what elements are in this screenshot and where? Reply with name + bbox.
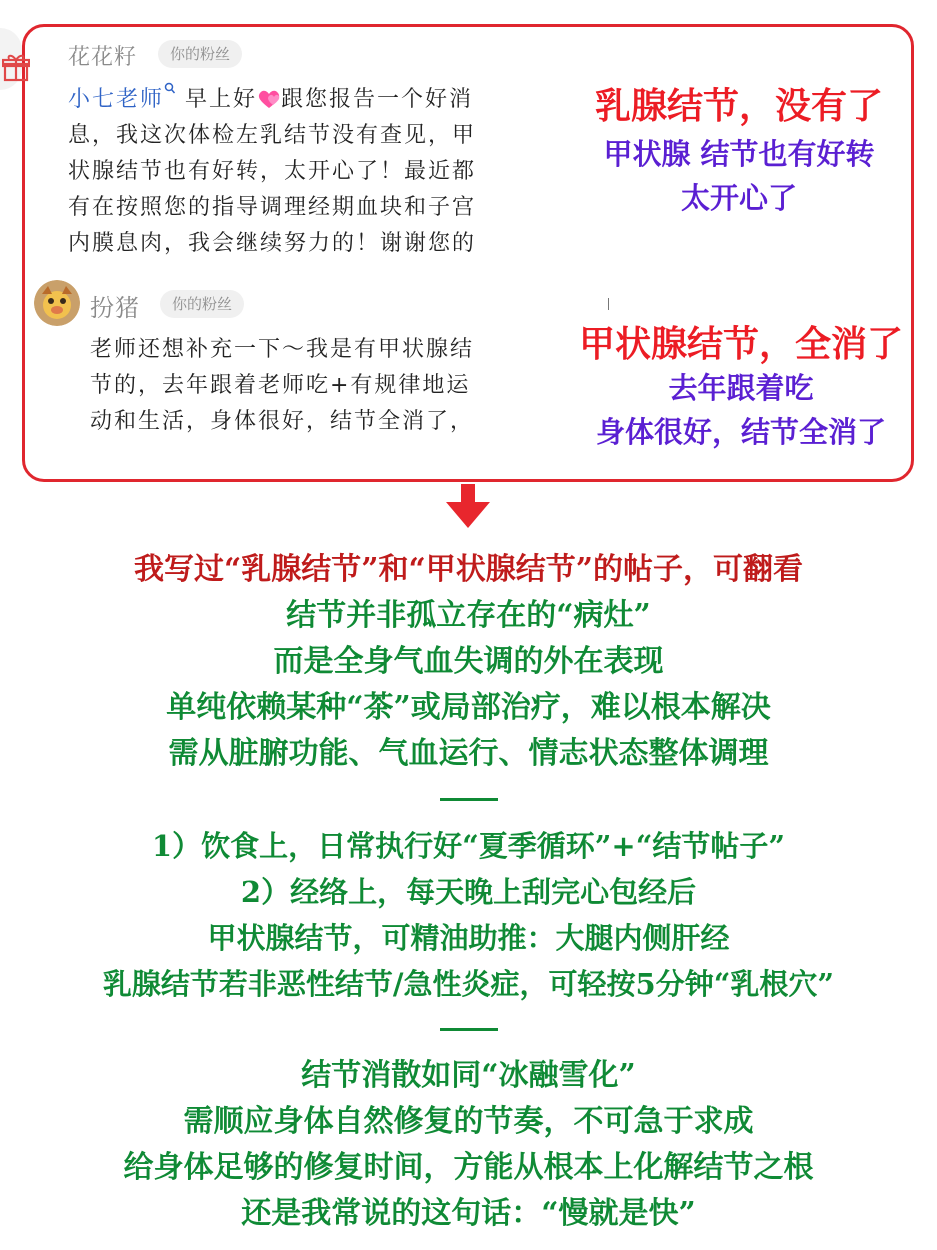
fan-badge: 你的粉丝 — [160, 290, 244, 318]
comment-line: 老师还想补充一下～我是有甲状腺结 — [90, 337, 475, 362]
comment-username[interactable]: 花花籽 — [68, 45, 138, 70]
comment-text-cont: 跟您报告一个好消 — [281, 87, 474, 112]
article-line: 单纯依赖某种“茶”或局部治疗，难以根本解决 — [166, 690, 771, 725]
annotation-title: 乳腺结节，没有了 — [594, 85, 883, 127]
annotation-line: 甲状腺 结节也有好转 — [603, 137, 875, 171]
comment-line: 节的，去年跟着老师吃+有规律地运 — [90, 373, 471, 398]
article-line: 需从脏腑功能、气血运行、情志状态整体调理 — [168, 736, 769, 771]
comment-line: 状腺结节也有好转，太开心了！最近都 — [68, 159, 477, 184]
divider — [440, 798, 498, 801]
search-mini-icon — [164, 82, 176, 96]
avatar-image[interactable] — [34, 280, 80, 326]
comment-line: 有在按照您的指导调理经期血块和子宫 — [68, 195, 477, 220]
article-line: 还是我常说的这句话：“慢就是快” — [241, 1196, 696, 1231]
comment-line: 动和生活，身体很好，结节全消了， — [90, 409, 475, 434]
fan-badge: 你的粉丝 — [158, 40, 242, 68]
comment-line: 内膜息肉，我会继续努力的！谢谢您的 — [68, 231, 477, 256]
article-line: 给身体足够的修复时间，方能从根本上化解结节之根 — [123, 1150, 814, 1185]
article-intro: 我写过“乳腺结节”和“甲状腺结节”的帖子，可翻看 — [133, 552, 804, 587]
divider — [440, 1028, 498, 1031]
text-cursor — [608, 298, 609, 310]
annotation-line: 太开心了 — [680, 181, 797, 215]
article-line: 1）饮食上，日常执行好“夏季循环”+“结节帖子” — [151, 829, 786, 863]
article-line: 乳腺结节若非恶性结节/急性炎症，可轻按5分钟“乳根穴” — [102, 967, 835, 1001]
article-line: 2）经络上，每天晚上刮完心包经后 — [240, 875, 697, 909]
annotation-line: 去年跟着吃 — [668, 371, 814, 405]
comment-username[interactable]: 扮猪 — [90, 294, 140, 322]
gift-icon[interactable] — [2, 52, 30, 82]
comment-line — [68, 82, 538, 118]
article-line: 结节消散如同“冰融雪化” — [301, 1058, 636, 1093]
article-line: 结节并非孤立存在的“病灶” — [286, 598, 651, 633]
article-line: 而是全身气血失调的外在表现 — [273, 644, 664, 679]
comment-text — [90, 332, 570, 440]
comment-text-start: 早上好 — [176, 87, 258, 112]
down-arrow-icon — [444, 484, 492, 530]
mention-link[interactable]: 小七老师 — [68, 87, 165, 112]
article-line: 甲状腺结节，可精油助推：大腿内侧肝经 — [207, 921, 730, 955]
annotation-title: 甲状腺结节，全消了 — [578, 323, 903, 365]
annotation-line: 身体很好，结节全消了 — [595, 415, 886, 449]
article-line: 需顺应身体自然修复的节奏，不可急于求成 — [183, 1104, 754, 1139]
heart-icon — [257, 89, 281, 109]
comment-line: 息，我这次体检左乳结节没有查见，甲 — [68, 123, 477, 148]
comment-text — [68, 82, 538, 262]
